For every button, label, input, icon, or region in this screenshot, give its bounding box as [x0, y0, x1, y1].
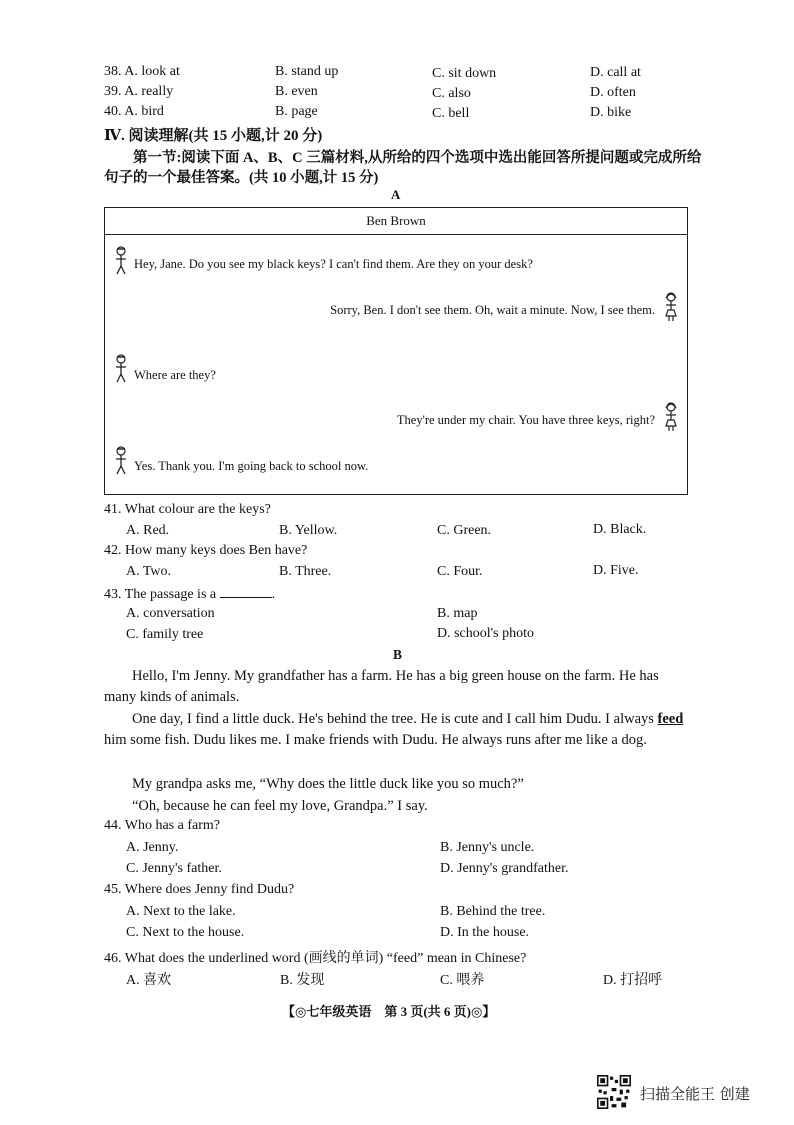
q41-option-d: D. Black. [593, 522, 647, 537]
scanner-watermark: 扫描全能王 创建 [640, 1085, 750, 1103]
q46-option-a: A. 喜欢 [126, 973, 172, 988]
cloze-40-b: B. page [275, 104, 318, 119]
q41-option-c: C. Green. [437, 523, 492, 538]
option-text: A. bird [124, 104, 164, 119]
q42-option-a: A. Two. [126, 564, 172, 579]
q42-option-c: C. Four. [437, 564, 483, 579]
page-footer: 【◎七年级英语 第 3 页(共 6 页)◎】 [282, 1004, 496, 1019]
cloze-38-d: D. call at [590, 65, 641, 80]
cloze-39-b: B. even [275, 84, 318, 99]
q46-option-b: B. 发现 [280, 973, 325, 988]
cloze-40-a: 40. A. bird [104, 104, 164, 119]
dialogue-line-1: Hey, Jane. Do you see my black keys? I can't find them. Are they on your desk? [134, 257, 533, 271]
question-43-period: . [271, 587, 276, 602]
q46-option-c: C. 喂养 [440, 973, 485, 988]
question-45: 45. Where does Jenny find Dudu? [104, 882, 295, 897]
passage-b-paragraph-1 [104, 666, 694, 708]
q43-option-a: A. conversation [126, 606, 215, 621]
passage-a-label: A [391, 187, 401, 202]
q46-option-d: D. 打招呼 [603, 973, 663, 988]
dialogue-box-title: Ben Brown [105, 208, 687, 235]
q42-option-d: D. Five. [593, 563, 639, 578]
cloze-39-d: D. often [590, 85, 636, 100]
question-43 [104, 585, 275, 603]
cloze-38-c: C. sit down [432, 66, 497, 81]
q43-option-b: B. map [437, 606, 478, 621]
answer-blank [220, 585, 272, 598]
section-instruction-2: 句子的一个最佳答案。(共 10 小题,计 15 分) [104, 170, 379, 186]
q43-option-c: C. family tree [126, 627, 204, 642]
q41-option-b: B. Yellow. [279, 523, 338, 538]
option-text: A. look at [124, 64, 180, 79]
girl-figure-icon [663, 292, 679, 322]
q45-option-a: A. Next to the lake. [126, 904, 236, 919]
cloze-40-d: D. bike [590, 105, 632, 120]
question-41: 41. What colour are the keys? [104, 502, 271, 517]
cloze-38-a: 38. A. look at [104, 64, 180, 79]
paragraph-text: him some fish. Dudu likes me. I make friends with Dudu. He always runs after me like a dog. [104, 732, 647, 748]
section-instruction-1: 第一节:阅读下面 A、B、C 三篇材料,从所给的四个选项中选出能回答所提问题或完成所给 [133, 150, 702, 166]
passage-b-paragraph-2 [104, 709, 694, 751]
dialogue-line-4: They're under my chair. You have three keys, right? [396, 413, 655, 427]
dialogue-line-5: Yes. Thank you. I'm going back to school now. [134, 459, 369, 473]
boy-figure-icon [113, 354, 129, 384]
underlined-word: feed [657, 711, 684, 727]
boy-figure-icon [113, 246, 129, 276]
qr-code-icon [597, 1075, 631, 1109]
q44-option-c: C. Jenny's father. [126, 861, 222, 876]
q45-option-c: C. Next to the house. [126, 925, 245, 940]
question-42: 42. How many keys does Ben have? [104, 543, 308, 558]
cloze-40-c: C. bell [432, 106, 470, 121]
passage-b-paragraph-3: My grandpa asks me, “Why does the little duck like you so much?” [132, 776, 524, 792]
q44-option-a: A. Jenny. [126, 840, 179, 855]
passage-b-label: B [393, 647, 403, 662]
question-44: 44. Who has a farm? [104, 818, 220, 833]
cloze-39-c: C. also [432, 86, 471, 101]
q44-option-d: D. Jenny's grandfather. [440, 861, 569, 876]
boy-figure-icon [113, 446, 129, 476]
q45-option-b: B. Behind the tree. [440, 904, 546, 919]
q42-option-b: B. Three. [279, 564, 332, 579]
q43-option-d: D. school's photo [437, 626, 535, 641]
q41-option-a: A. Red. [126, 523, 170, 538]
cloze-38-b: B. stand up [275, 64, 339, 79]
girl-figure-icon [663, 402, 679, 432]
question-46: 46. What does the underlined word (画线的单词) “feed” mean in Chinese? [104, 951, 527, 966]
paragraph-text: One day, I find a little duck. He's behind the tree. He is cute and I call him Dudu. I always [132, 711, 658, 727]
dialogue-box [104, 207, 688, 495]
dialogue-line-3: Where are they? [134, 368, 216, 382]
option-text: A. really [124, 84, 174, 99]
cloze-39-a: 39. A. really [104, 84, 174, 99]
question-43-text: 43. The passage is a [104, 587, 217, 602]
section-title: Ⅳ. 阅读理解(共 15 小题,计 20 分) [104, 128, 323, 144]
paragraph-text: Hello, I'm Jenny. My grandfather has a farm. He has a big green house on the farm. He has many kinds of animals. [104, 668, 659, 705]
q44-option-b: B. Jenny's uncle. [440, 840, 535, 855]
q45-option-d: D. In the house. [440, 925, 530, 940]
dialogue-line-2: Sorry, Ben. I don't see them. Oh, wait a minute. Now, I see them. [330, 303, 655, 317]
passage-b-paragraph-4: “Oh, because he can feel my love, Grandpa.” I say. [132, 798, 428, 814]
